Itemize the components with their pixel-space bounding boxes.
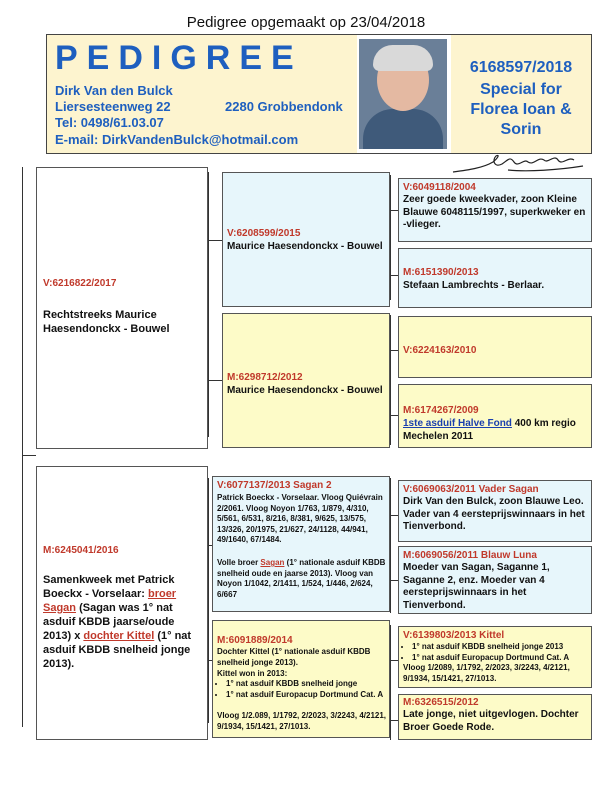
owner-email: E-mail: DirkVandenBulck@hotmail.com xyxy=(55,132,299,147)
tree-connector xyxy=(208,380,222,381)
owner-name: Dirk Van den Bulck xyxy=(55,83,173,98)
paternal-grandmother-ring: M:6298712/2012 xyxy=(227,372,303,383)
maternal-grandfather-card xyxy=(212,476,390,612)
tree-connector xyxy=(208,240,222,241)
list-item: • 1° nat asduif KBDB snelheid jonge 2013 xyxy=(412,642,598,653)
father-description: Rechtstreeks Maurice Haesendonckx - Bouwel xyxy=(43,309,170,335)
pigeon-ring-number: 6168597/2018 xyxy=(469,59,573,76)
tree-connector xyxy=(390,315,391,445)
great-grandmother-mm-card xyxy=(398,694,592,740)
mother-description: Samenkweek met Patrick Boeckx - Vorselaar: broer Sagan (Sagan was 1° nat asduif KBDB jaarse/oude 2013) x dochter Kittel (1° nat asduif KBDB snelheid jonge 2013). xyxy=(43,574,192,670)
tree-connector xyxy=(22,455,36,456)
tree-connector xyxy=(390,515,398,516)
paternal-grandfather-description: Maurice Haesendonckx - Bouwel xyxy=(227,241,383,252)
owner-info-panel xyxy=(47,35,357,153)
great-grandfather-mf-card xyxy=(398,480,592,542)
great-grandmother-mm-ring: M:6326515/2012 xyxy=(403,697,479,708)
halve-fond-link[interactable]: 1ste asduif Halve Fond xyxy=(403,418,512,429)
special-line-2: Florea Ioan & xyxy=(470,101,572,118)
great-grandfather-ff-card xyxy=(398,178,592,242)
maternal-grandfather-ring: V:6077137/2013 Sagan 2 xyxy=(217,480,332,491)
maternal-grandmother-ring: M:6091889/2014 xyxy=(217,635,293,646)
maternal-grandmother-results: Vloog 1/2.089, 1/1792, 2/2023, 3/2243, 4/2121, 9/1934, 15/1421, 27/1013. xyxy=(217,711,387,731)
tree-connector-left xyxy=(22,167,23,727)
sagan-link[interactable]: Sagan xyxy=(260,558,285,567)
father-ring: V:6216822/2017 xyxy=(43,278,117,289)
great-grandfather-ff-ring: V:6049118/2004 xyxy=(403,182,476,193)
maternal-grandmother-card xyxy=(212,620,390,738)
special-line-1: Special for xyxy=(480,81,562,98)
paternal-grandmother-description: Maurice Haesendonckx - Bouwel xyxy=(227,385,383,396)
broer-sagan-link[interactable]: broer Sagan xyxy=(43,588,177,614)
pigeon-id-panel xyxy=(451,35,591,153)
list-item: • 1° nat asduif KBDB snelheid jonge xyxy=(226,679,394,690)
great-grandmother-mf-description: Moeder van Sagan, Saganne 1, Saganne 2, enz. Moeder van 4 eersteprijswinnaars in het Tienverbond. xyxy=(403,562,550,611)
pedigree-header xyxy=(46,34,592,154)
great-grandfather-fm-card xyxy=(398,316,592,378)
tree-connector xyxy=(208,172,209,437)
paternal-grandfather-card xyxy=(222,172,390,307)
great-grandfather-mm-card xyxy=(398,626,592,688)
list-item: • 1° nat asduif Europacup Dortmund Cat. A xyxy=(226,690,394,701)
owner-street: Liersesteenweg 22 xyxy=(55,99,171,114)
tree-connector xyxy=(208,478,209,723)
great-grandfather-mf-ring: V:6069063/2011 Vader Sagan xyxy=(403,484,539,495)
great-grandmother-mm-description: Late jonge, niet uitgevlogen. Dochter Broer Goede Rode. xyxy=(403,709,579,733)
great-grandmother-mf-ring: M:6069056/2011 Blauw Luna xyxy=(403,550,537,561)
tree-connector xyxy=(390,660,398,661)
great-grandmother-ff-ring: M:6151390/2013 xyxy=(403,267,479,278)
great-grandmother-fm-description: 1ste asduif Halve Fond 400 km regio Mechelen 2011 xyxy=(403,418,576,442)
kittel-wins-heading: Kittel won in 2013: xyxy=(217,669,288,678)
maternal-grandmother-note: Dochter Kittel (1° nationale asduif KBDB snelheid jonge 2013). xyxy=(217,647,371,667)
document-caption: Pedigree opgemaakt op 23/04/2018 xyxy=(186,14,426,31)
great-grandmother-mf-card xyxy=(398,546,592,614)
tree-connector xyxy=(390,175,391,300)
special-line-3: Sorin xyxy=(500,121,542,138)
great-grandmother-fm-ring: M:6174267/2009 xyxy=(403,405,479,416)
great-grandfather-mf-description: Dirk Van den Bulck, zoon Blauwe Leo. Vader van 4 eersteprijswinnaars in het Tienverbond. xyxy=(403,496,585,532)
great-grandfather-mm-ring: V:6139803/2013 Kittel xyxy=(403,630,505,641)
tree-connector xyxy=(390,210,398,211)
tree-connector xyxy=(390,478,391,613)
tree-connector xyxy=(390,415,398,416)
great-grandfather-fm-ring: V:6224163/2010 xyxy=(403,345,477,356)
great-grandfather-ff-description: Zeer goede kweekvader, zoon Kleine Blauwe 6048115/1997, superkweker en -vlieger. xyxy=(403,194,586,230)
great-grandfather-mm-results: Vloog 1/2089, 1/1792, 2/2023, 3/2243, 4/2121, 9/1934, 15/1421, 27/1013. xyxy=(403,663,570,683)
mother-ring: M:6245041/2016 xyxy=(43,545,119,556)
signature-icon xyxy=(448,148,588,178)
pedigree-title: PEDIGREE xyxy=(55,39,303,77)
owner-phone: Tel: 0498/61.03.07 xyxy=(55,115,164,130)
great-grandmother-ff-card xyxy=(398,248,592,308)
great-grandmother-ff-description: Stefaan Lambrechts - Berlaar. xyxy=(403,280,545,291)
maternal-grandfather-note: Volle broer Sagan (1° nationale asduif KBDB snelheid oude en jaarse 2013). Vloog van Noyon 1/1042, 2/1411, 1/524, 1/446, 2/624, 6/667 xyxy=(217,558,386,599)
maternal-grandfather-results: Patrick Boeckx - Vorselaar. Vloog Quiévrain 2/2061. Vloog Noyon 1/763, 1/879, 4/310, 5/561, 6/531, 8/216, 8/381, 9/625, 13/575, 13/326, 20/1975, 21/627, 24/1128, 44/941, 49/1640, 67/1484. xyxy=(217,493,383,544)
father-card xyxy=(36,167,208,449)
owner-city: 2280 Grobbendonk xyxy=(225,99,343,114)
tree-connector xyxy=(390,720,398,721)
great-grandmother-fm-card xyxy=(398,384,592,448)
owner-photo xyxy=(359,39,447,149)
tree-connector xyxy=(390,350,398,351)
tree-connector xyxy=(390,275,398,276)
paternal-grandmother-card xyxy=(222,313,390,448)
mother-card xyxy=(36,466,208,740)
tree-connector xyxy=(390,580,398,581)
kittel-wins-list xyxy=(217,679,394,700)
paternal-grandfather-ring: V:6208599/2015 xyxy=(227,228,301,239)
dochter-kittel-link[interactable]: dochter Kittel xyxy=(83,630,155,642)
list-item: • 1° nat asduif Europacup Dortmund Cat. A xyxy=(412,653,598,664)
kittel-titles-list xyxy=(403,642,598,663)
